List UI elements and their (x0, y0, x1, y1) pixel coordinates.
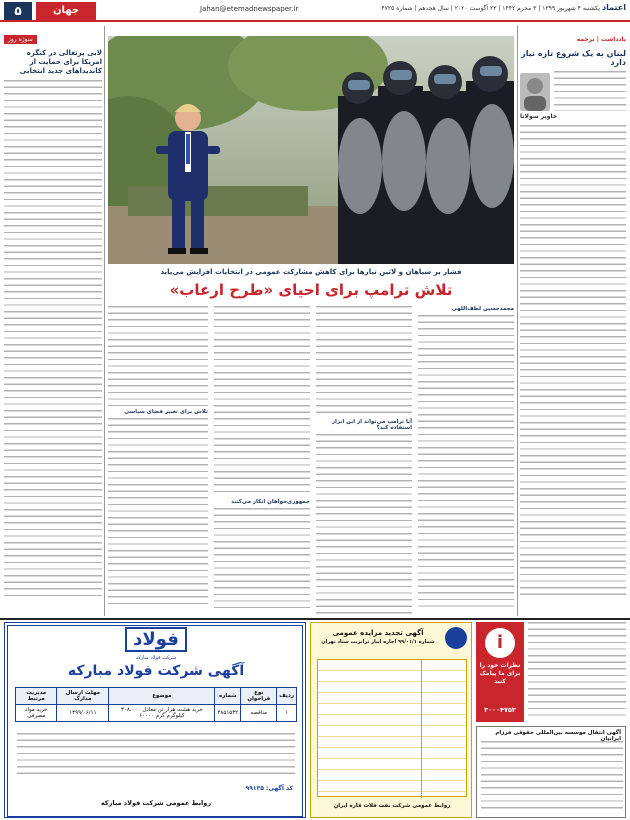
main-story (108, 26, 514, 616)
foolad-ad (4, 622, 306, 818)
right-column-body (520, 125, 626, 595)
sms-notice-title: نظرات خود را برای ما پیامک کنید (479, 662, 521, 685)
info-icon: i (485, 628, 515, 658)
author-photo (520, 73, 550, 111)
page-header (0, 0, 630, 22)
left-column (4, 26, 102, 616)
table-header: ردیف (277, 688, 297, 705)
ads-divider (0, 618, 630, 620)
column-divider (104, 26, 105, 616)
table-header: مهلت ارسال مدارک (57, 688, 109, 705)
tender-subtitle: شماره ۹۹/۰۱/۱ اجاره انبار ترانزیت ستاد تهران (321, 639, 435, 645)
main-subhead-2: تلاش برای تغییر فضای سیاسی (124, 409, 208, 415)
section-label: جهان (36, 2, 96, 20)
main-subhead-1: آیا ترامپ می‌تواند از این ابزار استفاده کند؟ (331, 419, 412, 431)
tender-table (317, 659, 467, 797)
main-photo (108, 36, 514, 264)
page-number: ۵ (4, 2, 32, 20)
table-header: شماره (215, 688, 241, 705)
tender-title: آگهی تجدید مزایده عمومی (332, 629, 424, 637)
tender-footer: روابط عمومی شرکت نفت فلات قاره ایران (333, 803, 451, 809)
foolad-logo-sub: شرکت فولاد مبارکه (135, 655, 177, 661)
right-column-tag: یادداشت | ترجمه (576, 36, 626, 43)
left-column-title: لابی پرتغالی در کنگره امریکا برای حمایت از کاندیداهای جدید انتخابی (19, 49, 102, 75)
main-story-body (108, 306, 514, 612)
main-subtitle: فشار بر سیاهان و لاتین تبارها برای کاهش مشارکت عمومی در انتخابات افزایش می‌یابد (160, 268, 462, 276)
sms-notice (476, 622, 524, 722)
main-byline: محمدحسین لطف‌اللهی (451, 306, 514, 312)
sms-notice-number[interactable]: ۳۰۰۰۴۷۵۳ (484, 706, 516, 714)
table-header: مدیریت مرتبط (16, 688, 57, 705)
foolad-ad-table (15, 687, 297, 722)
legal-notice-title: آگهی انتقال موسسه بین‌المللی حقوقی فرزام ایرانیان (495, 730, 621, 742)
oil-company-logo-icon (445, 627, 467, 649)
left-column-body (4, 80, 102, 600)
main-headline: تلاش ترامپ برای احیای «طرح ارعاب» (169, 281, 453, 299)
legal-notice-ad (476, 726, 626, 818)
right-column-author: خاویر سولانا (520, 113, 558, 120)
table-header: موضوع (109, 688, 215, 705)
foolad-ad-code: کد آگهی: ۹۹۱۳۵ (245, 785, 293, 792)
right-column (520, 26, 626, 616)
right-column-title: لبنان به یک شروع تازه نیاز دارد (521, 49, 626, 67)
newspaper-logo: اعتماد (602, 3, 626, 12)
main-subhead-3: جمهوری‌خواهان انکار می‌کنند (231, 499, 310, 505)
foolad-logo: فولاد (125, 627, 187, 652)
table-row: ۱ مناقصه ۴۸۵۱۵۳۲ خرید هشت هزار تن معادل ۳۰۸،۰۰۰ کیلوگرم گرم ۶۰۰۰۰ ۱۳۹۹/۰۶/۱۱ خرید مواد مصرفی (16, 705, 297, 722)
foolad-ad-text (17, 733, 295, 779)
foolad-ad-title: آگهی شرکت فولاد مبارکه (67, 663, 245, 679)
left-column-tag: سوژه روز (4, 35, 37, 44)
foolad-ad-footer: روابط عمومی شرکت فولاد مبارکه (100, 799, 212, 807)
table-header: نوع فراخوان (241, 688, 277, 705)
right-column-continued (528, 622, 626, 722)
date-line: یکشنبه ۴ شهریور ۱۳۹۹ | ۳ محرم ۱۴۴۲ | ۲۳ آگوست ۲۰۲۰ | سال هجدهم | شماره ۴۷۲۵ (381, 5, 600, 12)
column-divider (517, 26, 518, 616)
section-email[interactable]: Jahan@etemadnewspaper.ir (200, 5, 299, 13)
tender-ad (310, 622, 472, 818)
